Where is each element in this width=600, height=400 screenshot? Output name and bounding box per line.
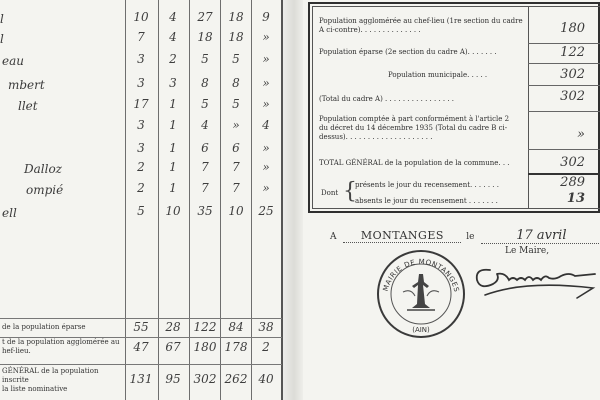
summary-cell: 38 [258, 320, 274, 334]
summary-row-label: Population municipale. . . . . [388, 71, 488, 79]
table-cell: 4 [169, 30, 177, 44]
table-cell: 6 [232, 141, 240, 155]
summary-cell: 131 [129, 372, 153, 386]
summary-row-label: t de la population agglomérée au hef-lieu. [2, 338, 120, 355]
table-cell: 1 [169, 118, 177, 132]
table-cell: 2 [137, 160, 145, 174]
table-cell: » [262, 52, 270, 66]
summary-cell: 302 [193, 372, 217, 386]
table-cell: 10 [133, 10, 149, 24]
column-divider [189, 0, 190, 400]
table-cell: 3 [137, 141, 145, 155]
summary-row-label: Population agglomérée au chef-lieu (1re section du cadre A ci-contre). . . . . . . . . . . . . . [319, 17, 523, 34]
table-cell: 5 [232, 52, 240, 66]
signature-date: 17 avril [481, 228, 600, 244]
summary-row-total-general [313, 151, 600, 173]
summary-cell: 84 [228, 320, 244, 334]
table-cell: 3 [137, 76, 145, 90]
value-divider [528, 149, 600, 150]
resident-name-fragment: l [0, 32, 4, 46]
summary-row-dont [313, 177, 600, 211]
table-cell: 3 [137, 118, 145, 132]
value-divider [528, 63, 600, 64]
resident-name-fragment: ell [2, 206, 17, 220]
summary-row-value: 122 [560, 45, 585, 60]
mayor-signature [465, 250, 600, 310]
svg-text:(AIN): (AIN) [412, 326, 430, 334]
table-cell: 27 [197, 10, 213, 24]
table-cell: 17 [133, 97, 149, 111]
table-cell: 18 [228, 10, 244, 24]
table-cell: 1 [169, 181, 177, 195]
table-cell: 7 [137, 30, 145, 44]
table-cell: 5 [201, 52, 209, 66]
summary-row-value: 302 [560, 89, 585, 104]
table-cell: » [232, 118, 240, 132]
table-cell: 18 [197, 30, 213, 44]
table-cell: 4 [262, 118, 270, 132]
summary-row-label: de la population éparse [2, 323, 86, 331]
summary-inner-frame [312, 6, 600, 209]
value-divider [528, 111, 600, 112]
column-divider [220, 0, 221, 400]
summary-divider [0, 364, 282, 365]
table-cell: 5 [137, 204, 145, 218]
table-cell: 3 [137, 52, 145, 66]
resident-name-fragment: mbert [8, 78, 45, 92]
commune-name: MONTANGES [343, 229, 461, 243]
resident-name-fragment: Dalloz [24, 162, 62, 176]
town-hall-seal [375, 248, 467, 340]
signature-place-line [330, 228, 600, 244]
summary-row-label: TOTAL GÉNÉRAL de la population de la commune. . . [319, 159, 510, 167]
table-cell: 8 [232, 76, 240, 90]
table-cell: 1 [169, 97, 177, 111]
summary-row-value: » [577, 127, 585, 142]
table-cell: 4 [169, 10, 177, 24]
summary-row-value: 289 [560, 175, 585, 190]
summary-row-comptee-a-part [313, 113, 600, 149]
table-cell: 8 [201, 76, 209, 90]
household-table [0, 0, 282, 400]
summary-row-label: GÉNÉRAL de la population inscrite la liste nominative [2, 367, 99, 393]
summary-row-label: Population comptée à part conformément à l'article 2 du décret du 14 décembre 1935 (Total du cadre B ci- dessus). . . . . . . . . . . . . . . . . . . . [319, 115, 510, 141]
value-divider [528, 43, 600, 44]
column-divider [125, 0, 126, 400]
summary-row-label: présents le jour du recensement. . . . . . . [355, 181, 499, 189]
brace-icon: { [343, 179, 357, 204]
table-cell: » [262, 30, 270, 44]
table-cell: 7 [201, 181, 209, 195]
summary-row-agglomeree [313, 15, 600, 41]
summary-row-label: Population éparse (2e section du cadre A). . . . . . . [319, 48, 497, 56]
table-cell: 2 [169, 52, 177, 66]
table-cell: 7 [232, 160, 240, 174]
table-cell: 3 [169, 76, 177, 90]
column-divider [281, 0, 283, 400]
table-cell: 1 [169, 160, 177, 174]
table-cell: 9 [262, 10, 270, 24]
summary-cell: 47 [133, 340, 149, 354]
resident-name-fragment: llet [18, 99, 38, 113]
date-prefix: le [466, 232, 475, 242]
table-cell: » [262, 76, 270, 90]
table-cell: 7 [232, 181, 240, 195]
summary-row-total-cadre-a [313, 87, 600, 109]
dont-label: Dont [321, 189, 339, 197]
summary-row-municipale [313, 65, 600, 85]
table-cell: » [262, 141, 270, 155]
summary-divider [0, 318, 282, 319]
summary-row-value: 13 [566, 191, 585, 206]
table-cell: » [262, 97, 270, 111]
table-cell: » [262, 160, 270, 174]
summary-row-label: (Total du cadre A) . . . . . . . . . . . . . . . . [319, 95, 455, 103]
table-cell: 18 [228, 30, 244, 44]
summary-cell: 28 [165, 320, 181, 334]
population-summary-box [308, 2, 600, 213]
resident-name-fragment: ompié [26, 183, 64, 197]
summary-cell: 67 [165, 340, 181, 354]
table-cell: 6 [201, 141, 209, 155]
table-cell: 4 [201, 118, 209, 132]
table-cell: 10 [165, 204, 181, 218]
summary-cell: 55 [133, 320, 149, 334]
page-gutter [283, 0, 303, 400]
resident-name-fragment: l [0, 12, 4, 26]
table-cell: 5 [201, 97, 209, 111]
summary-row-value: 180 [560, 21, 585, 36]
table-cell: 25 [258, 204, 274, 218]
summary-row-value: 302 [560, 67, 585, 82]
summary-cell: 40 [258, 372, 274, 386]
summary-row-label: absents le jour du recensement . . . . . . . [355, 197, 498, 205]
summary-row-eparse [313, 45, 600, 63]
resident-name-fragment: eau [2, 54, 24, 68]
table-cell: 7 [201, 160, 209, 174]
table-cell: 10 [228, 204, 244, 218]
svg-text:MAIRIE DE MONTANGES: MAIRIE DE MONTANGES [381, 257, 461, 294]
summary-cell: 180 [193, 340, 217, 354]
summary-cell: 122 [193, 320, 217, 334]
summary-cell: 2 [262, 340, 270, 354]
summary-cell: 262 [224, 372, 248, 386]
table-cell: 5 [232, 97, 240, 111]
summary-row-value: 302 [560, 155, 585, 170]
table-cell: 1 [169, 141, 177, 155]
table-cell: 35 [197, 204, 213, 218]
mayor-label: Le Maire, [505, 246, 550, 256]
summary-cell: 95 [165, 372, 181, 386]
table-cell: 2 [137, 181, 145, 195]
value-divider [528, 85, 600, 86]
place-prefix: A [330, 232, 337, 242]
table-cell: » [262, 181, 270, 195]
summary-cell: 178 [224, 340, 248, 354]
